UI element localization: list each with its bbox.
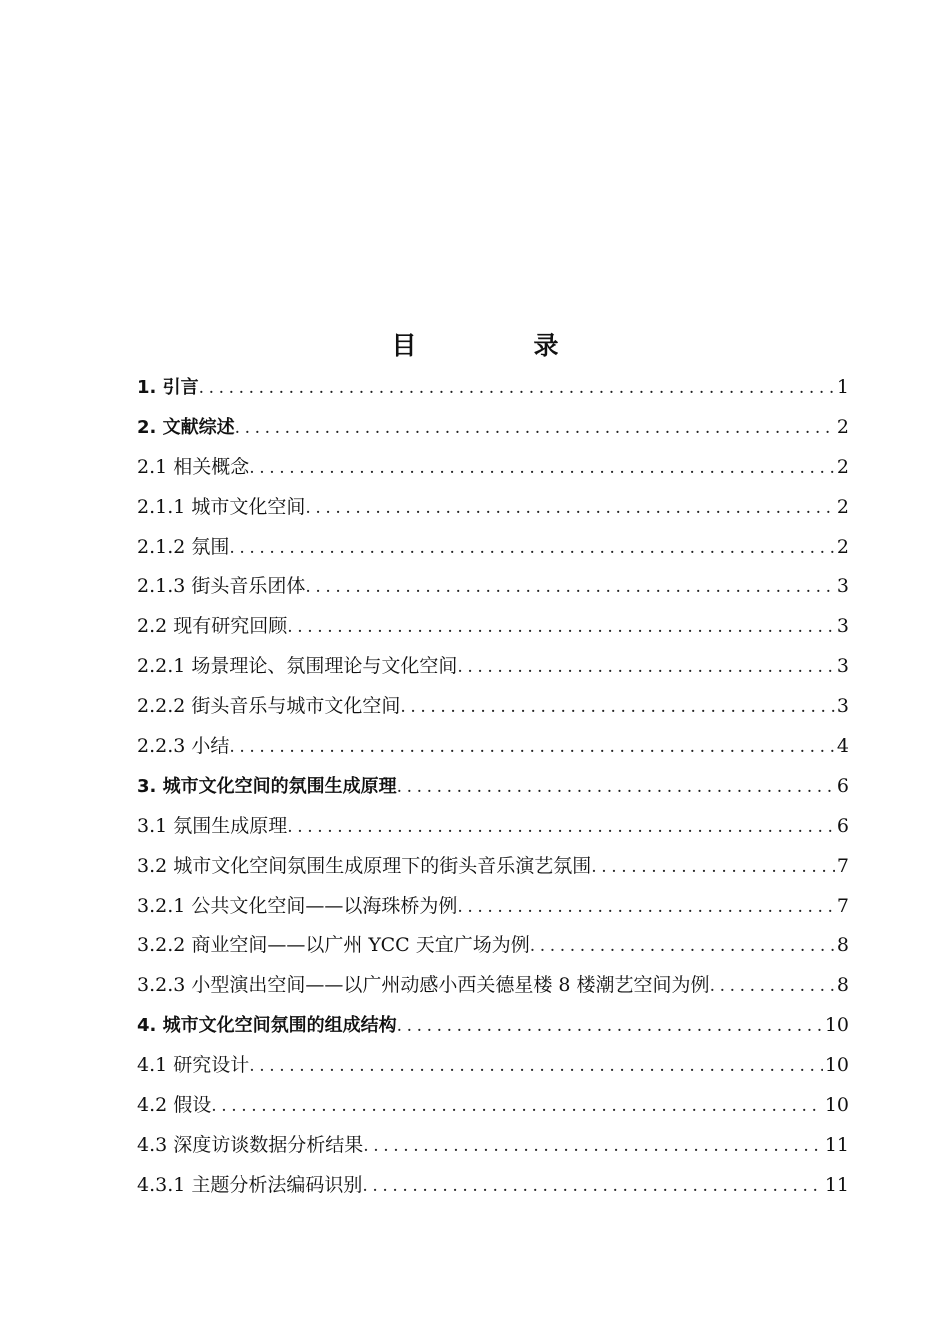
toc-entry-page-number: 3 bbox=[836, 695, 849, 718]
toc-entry-page-number: 6 bbox=[836, 814, 849, 837]
toc-entry-page-number: 7 bbox=[836, 854, 849, 877]
toc-entry-label: 2.1.2 氛围 bbox=[137, 535, 230, 558]
toc-entry-label: 2.2 现有研究回顾 bbox=[137, 615, 288, 638]
toc-entry[interactable] bbox=[137, 1006, 849, 1046]
toc-leader-dots bbox=[229, 529, 835, 568]
toc-entry-label: 2.1.3 街头音乐团体 bbox=[137, 575, 306, 598]
toc-entry-label: 4.2 假设 bbox=[137, 1094, 212, 1117]
toc-leader-dots bbox=[362, 1167, 822, 1206]
toc-entry-page-number: 3 bbox=[836, 575, 849, 598]
toc-leader-dots bbox=[249, 1047, 823, 1086]
toc-leader-dots bbox=[457, 648, 835, 687]
toc-leader-dots bbox=[287, 608, 835, 647]
toc-leader-dots bbox=[457, 888, 835, 927]
toc-entry-label: 4.3.1 主题分析法编码识别 bbox=[137, 1173, 363, 1196]
toc-entry-page-number: 10 bbox=[824, 1094, 849, 1117]
toc-entry-label: 4. 城市文化空间氛围的组成结构 bbox=[137, 1015, 397, 1037]
toc-leader-dots bbox=[287, 808, 835, 847]
toc-entry-label: 3.2.2 商业空间——以广州 YCC 天宜广场为例 bbox=[137, 934, 530, 957]
toc-entry-label: 3.2 城市文化空间氛围生成原理下的街头音乐演艺氛围 bbox=[137, 854, 592, 877]
toc-title: 目 录 bbox=[391, 331, 605, 360]
toc-entry-page-number: 7 bbox=[836, 894, 849, 917]
toc-leader-dots bbox=[363, 1127, 823, 1166]
toc-entry-label: 3.2.3 小型演出空间——以广州动感小西关德星楼 8 楼潮艺空间为例 bbox=[137, 974, 710, 997]
toc-entry-label: 4.1 研究设计 bbox=[137, 1054, 250, 1077]
toc-entry[interactable] bbox=[137, 1126, 849, 1166]
toc-entry-page-number: 2 bbox=[836, 495, 849, 518]
toc-entry[interactable] bbox=[137, 966, 849, 1006]
toc-entry[interactable] bbox=[137, 1046, 849, 1086]
toc-entry-label: 2.2.1 场景理论、氛围理论与文化空间 bbox=[137, 655, 458, 678]
toc-leader-dots bbox=[249, 449, 835, 488]
toc-entry-page-number: 3 bbox=[836, 655, 849, 678]
toc-entry-label: 2.2.2 街头音乐与城市文化空间 bbox=[137, 695, 401, 718]
toc-entry-page-number: 8 bbox=[836, 974, 849, 997]
toc-leader-dots bbox=[211, 1087, 823, 1126]
toc-entry[interactable] bbox=[137, 448, 849, 488]
toc-entry-page-number: 2 bbox=[836, 415, 849, 438]
toc-entry[interactable] bbox=[137, 1086, 849, 1126]
toc-leader-dots bbox=[591, 848, 835, 887]
toc-entry[interactable] bbox=[137, 926, 849, 966]
toc-entry[interactable] bbox=[137, 687, 849, 727]
toc-entry-label: 2. 文献综述 bbox=[137, 416, 235, 438]
toc-leader-dots bbox=[400, 688, 835, 727]
toc-leader-dots bbox=[710, 967, 835, 1006]
toc-leader-dots bbox=[397, 768, 835, 807]
toc-entry-page-number: 6 bbox=[836, 774, 849, 797]
toc-leader-dots bbox=[305, 489, 835, 528]
toc-leader-dots bbox=[229, 728, 835, 767]
toc-entry-label: 2.2.3 小结 bbox=[137, 735, 230, 758]
toc-entry-page-number: 10 bbox=[824, 1054, 849, 1077]
toc-entry-label: 1. 引言 bbox=[137, 377, 199, 398]
toc-entry-page-number: 4 bbox=[836, 735, 849, 758]
toc-entry[interactable] bbox=[137, 807, 849, 847]
toc-leader-dots bbox=[235, 409, 835, 448]
toc-entry-label: 2.1 相关概念 bbox=[137, 455, 250, 478]
toc-entry-page-number: 8 bbox=[836, 934, 849, 957]
toc-leader-dots bbox=[530, 927, 835, 966]
toc-entry-page-number: 1 bbox=[836, 376, 849, 398]
toc-leader-dots bbox=[305, 568, 835, 607]
toc-entry-label: 4.3 深度访谈数据分析结果 bbox=[137, 1133, 364, 1156]
toc-entry-label: 3.2.1 公共文化空间——以海珠桥为例 bbox=[137, 894, 458, 917]
toc-entry-page-number: 3 bbox=[836, 615, 849, 638]
toc-entry-label: 3.1 氛围生成原理 bbox=[137, 814, 288, 837]
toc-entry-page-number: 2 bbox=[836, 535, 849, 558]
toc-entry-page-number: 11 bbox=[824, 1173, 849, 1196]
toc-leader-dots bbox=[397, 1007, 823, 1046]
toc-entry[interactable] bbox=[137, 488, 849, 528]
toc-entry-page-number: 10 bbox=[824, 1014, 849, 1037]
toc-entry[interactable] bbox=[137, 887, 849, 927]
toc-entry-page-number: 11 bbox=[824, 1133, 849, 1156]
toc-entry[interactable] bbox=[137, 368, 849, 408]
toc-entry[interactable] bbox=[137, 567, 849, 607]
toc-leader-dots bbox=[199, 369, 835, 408]
toc-entry[interactable] bbox=[137, 607, 849, 647]
toc-entry[interactable] bbox=[137, 727, 849, 767]
toc-entry[interactable] bbox=[137, 647, 849, 687]
table-of-contents bbox=[137, 368, 849, 1206]
toc-entry[interactable] bbox=[137, 408, 849, 448]
toc-entry-label: 3. 城市文化空间的氛围生成原理 bbox=[137, 775, 397, 797]
toc-entry[interactable] bbox=[137, 847, 849, 887]
toc-entry-label: 2.1.1 城市文化空间 bbox=[137, 495, 306, 518]
toc-entry[interactable] bbox=[137, 767, 849, 807]
toc-entry-page-number: 2 bbox=[836, 455, 849, 478]
toc-entry[interactable] bbox=[137, 528, 849, 568]
toc-entry[interactable] bbox=[137, 1166, 849, 1206]
